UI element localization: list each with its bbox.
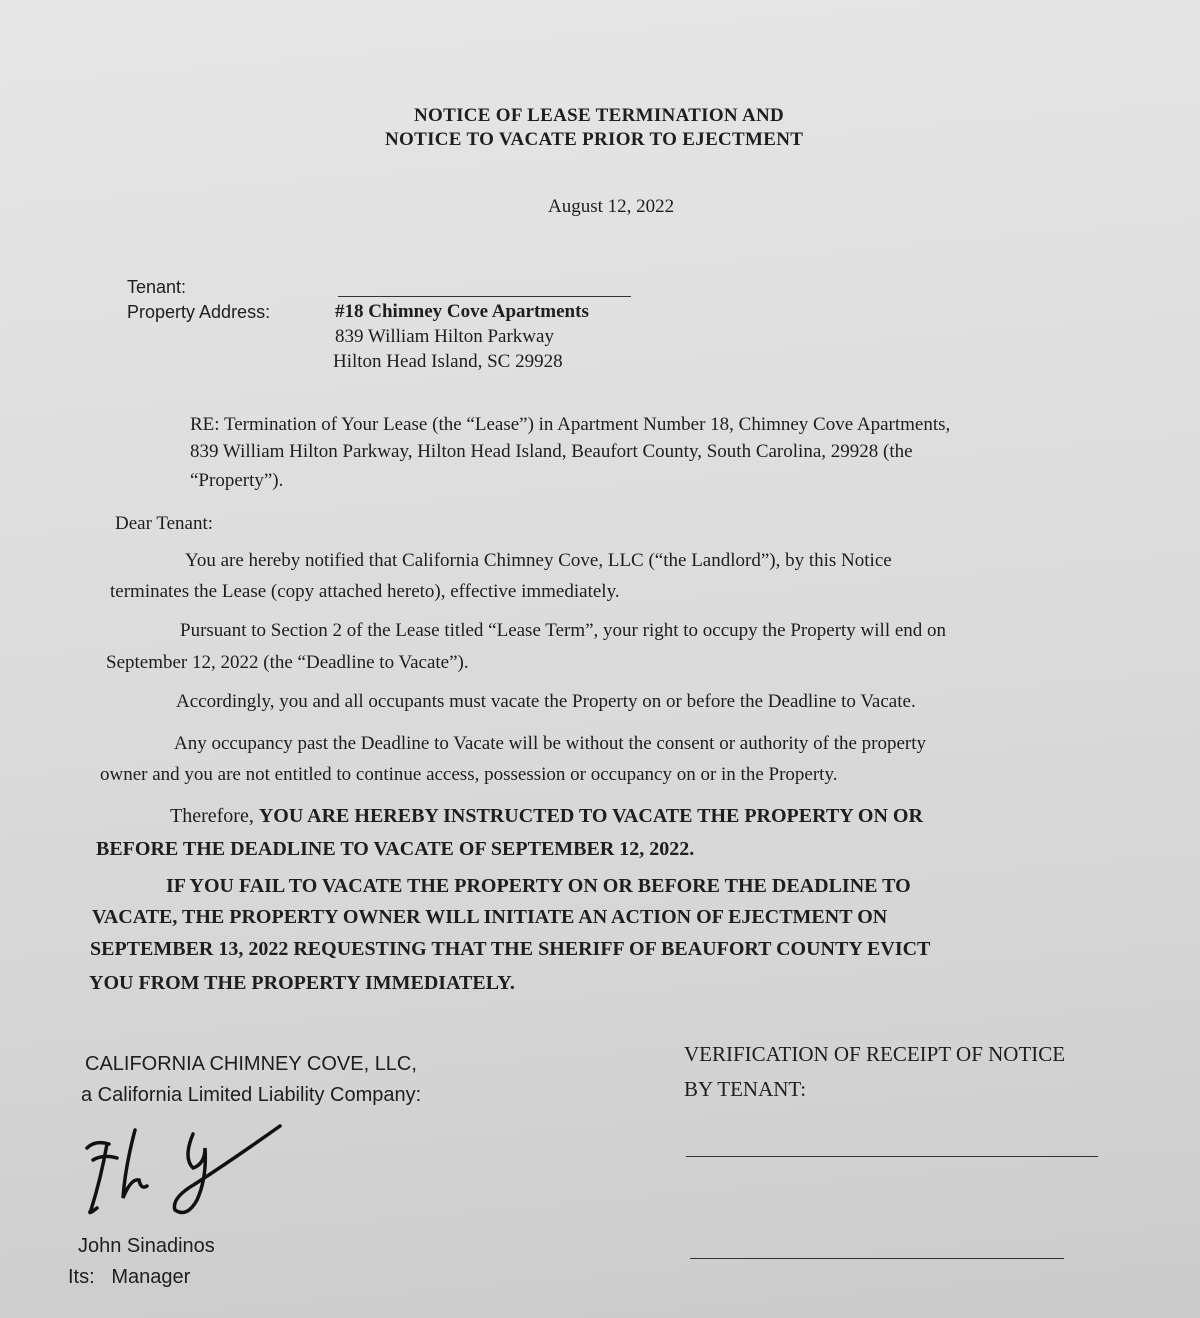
address-line-2: 839 William Hilton Parkway xyxy=(335,326,554,347)
para-5-bold-1: YOU ARE HEREBY INSTRUCTED TO VACATE THE PROPERTY ON OR xyxy=(258,805,923,827)
address-line-3: Hilton Head Island, SC 29928 xyxy=(333,351,563,372)
tenant-date-line xyxy=(690,1258,1064,1259)
para-6-line-4: YOU FROM THE PROPERTY IMMEDIATELY. xyxy=(89,972,515,994)
para-5-line-1 xyxy=(170,805,923,828)
para-6-line-3: SEPTEMBER 13, 2022 REQUESTING THAT THE SHERIFF OF BEAUFORT COUNTY EVICT xyxy=(90,938,931,960)
title-line-1: NOTICE OF LEASE TERMINATION AND xyxy=(414,105,785,126)
para-3-line-1: Accordingly, you and all occupants must vacate the Property on or before the Deadline to Vacate. xyxy=(176,691,916,712)
para-4-line-1: Any occupancy past the Deadline to Vacate will be without the consent or authority of the property xyxy=(174,733,927,754)
signer-title-row xyxy=(68,1266,190,1289)
verification-heading-2: BY TENANT: xyxy=(684,1077,807,1101)
signer-title-label: Its: xyxy=(68,1266,95,1288)
property-address-label: Property Address: xyxy=(127,302,271,322)
para-6-line-2: VACATE, THE PROPERTY OWNER WILL INITIATE AN ACTION OF EJECTMENT ON xyxy=(92,906,888,928)
salutation: Dear Tenant: xyxy=(115,513,214,534)
tenant-label: Tenant: xyxy=(127,277,187,297)
para-2-line-1: Pursuant to Section 2 of the Lease titled “Lease Term”, your right to occupy the Property will end on xyxy=(180,620,947,641)
para-1-line-2: terminates the Lease (copy attached hereto), effective immediately. xyxy=(110,581,620,602)
para-5-line-2: BEFORE THE DEADLINE TO VACATE OF SEPTEMBER 12, 2022. xyxy=(96,838,695,860)
para-2-line-2: September 12, 2022 (the “Deadline to Vacate”). xyxy=(106,652,469,673)
re-line-1: RE: Termination of Your Lease (the “Lease”) in Apartment Number 18, Chimney Cove Apartments, xyxy=(190,414,951,435)
tenant-name-line xyxy=(338,296,631,297)
signer-name: John Sinadinos xyxy=(78,1235,215,1257)
landlord-company-desc: a California Limited Liability Company: xyxy=(81,1084,422,1106)
address-line-1: #18 Chimney Cove Apartments xyxy=(335,301,589,322)
notice-date: August 12, 2022 xyxy=(548,196,675,217)
signer-title: Manager xyxy=(111,1266,191,1288)
re-line-3: “Property”). xyxy=(190,470,284,491)
verification-heading-1: VERIFICATION OF RECEIPT OF NOTICE xyxy=(684,1042,1066,1066)
title-line-2: NOTICE TO VACATE PRIOR TO EJECTMENT xyxy=(385,129,804,150)
para-5-prefix: Therefore, xyxy=(170,805,259,827)
tenant-signature-line xyxy=(686,1156,1098,1157)
para-6-line-1: IF YOU FAIL TO VACATE THE PROPERTY ON OR BEFORE THE DEADLINE TO xyxy=(166,875,911,897)
landlord-company: CALIFORNIA CHIMNEY COVE, LLC, xyxy=(85,1053,417,1075)
para-1-line-1: You are hereby notified that California Chimney Cove, LLC (“the Landlord”), by this Notice xyxy=(185,550,892,571)
re-line-2: 839 William Hilton Parkway, Hilton Head Island, Beaufort County, South Carolina, 29928 (the xyxy=(190,441,913,462)
para-4-line-2: owner and you are not entitled to continue access, possession or occupancy on or in the Property. xyxy=(100,764,838,785)
